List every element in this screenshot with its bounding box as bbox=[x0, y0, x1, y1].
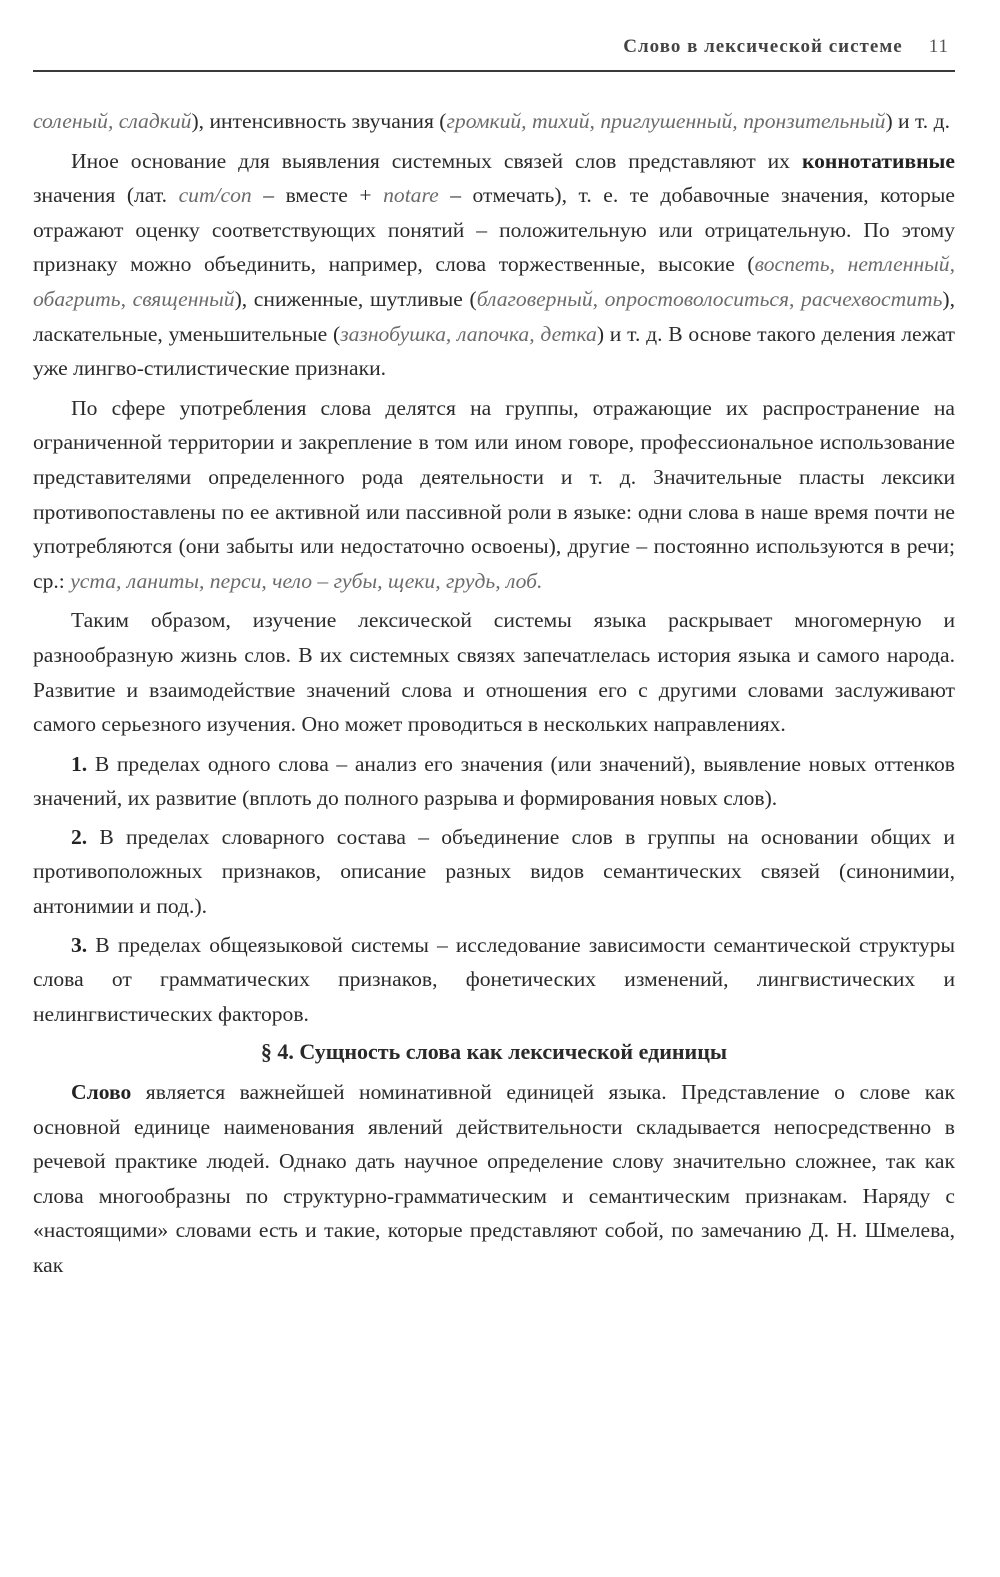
list-item bbox=[33, 928, 955, 1032]
italic-examples: зазнобушка, лапочка, детка bbox=[340, 321, 597, 346]
text-run: Таким образом, изучение лексической системы языка раскрывает многомерную и разнообразную жизнь слов. В их системных связях запечатлелась история языка и самого народа. Развитие и взаимодействие значений слова и отношения его с другими словами заслуживают самого серьезного изучения. Оно может проводиться в нескольких направлениях. bbox=[33, 608, 955, 737]
paragraph-usage-sphere bbox=[33, 391, 955, 599]
list-item-text: В пределах одного слова – анализ его значения (или значений), выявление новых оттенков значений, их развитие (вплоть до полного разрыва и формирования новых слов). bbox=[33, 751, 955, 811]
running-head bbox=[33, 36, 955, 72]
text-run: ) и т. д. В основе такого деления лежат уже лингво-стилистические признаки. bbox=[33, 321, 955, 381]
running-head-title: Слово в лексической системе bbox=[623, 36, 903, 57]
list-item-text: В пределах общеязыковой системы – исследование зависимости семантической структуры слова от грамматических признаков, фонетических изменений, лингвистических и нелингвистических факторов. bbox=[33, 932, 955, 1026]
page-body bbox=[33, 104, 955, 1288]
section-heading: § 4. Сущность слова как лексической единицы bbox=[260, 1039, 728, 1065]
italic-examples: громкий, тихий, приглушенный, пронзительный bbox=[446, 109, 886, 133]
text-run: – отмечать), т. е. те добавочные значения, которые отражают оценку соответствующих понятий – положительную или отрицательную. По этому признаку можно объединить, например, слова торжественные, высокие ( bbox=[33, 183, 955, 277]
list-item-number: 1. bbox=[71, 751, 88, 776]
list-item-number: 3. bbox=[71, 932, 88, 957]
italic-latin: notare bbox=[383, 183, 439, 208]
paragraph-word-definition bbox=[33, 1075, 955, 1283]
paragraph-conclusion bbox=[33, 603, 955, 741]
text-run: ) и т. д. bbox=[885, 109, 950, 133]
italic-examples: уста, ланиты, перси, чело – губы, щеки, грудь, лоб. bbox=[70, 568, 543, 593]
paragraph-continued bbox=[33, 104, 955, 139]
text-run: Иное основание для выявления системных связей слов представляют их bbox=[71, 148, 802, 173]
text-run: является важнейшей номинативной единицей языка. Представление о слове как основной единице наименования явлений действительности складывается непосредственно в речевой практике людей. Однако дать научное определение слову значительно сложнее, так как слова многообразны по структурно-грамматическим и семантическим признакам. Наряду с «настоящими» словами есть и такие, которые представляют собой, по замечанию Д. Н. Шмелева, как bbox=[33, 1080, 955, 1277]
text-run: – вместе + bbox=[251, 183, 384, 208]
text-run: значения (лат. bbox=[33, 183, 179, 208]
paragraph-connotative bbox=[33, 144, 955, 386]
italic-examples: благоверный, опростоволоситься, расчехвостить bbox=[476, 286, 943, 311]
text-run: ), сниженные, шутливые ( bbox=[234, 286, 477, 311]
page-number: 11 bbox=[928, 36, 949, 57]
italic-examples: воспеть, нетленный, обагрить, священный bbox=[33, 252, 955, 311]
book-page bbox=[33, 0, 955, 1577]
text-run: ), интенсивность звучания ( bbox=[191, 109, 447, 133]
bold-term: Слово bbox=[71, 1080, 132, 1105]
italic-examples: соленый, сладкий bbox=[33, 109, 192, 133]
list-item-text: В пределах словарного состава – объединение слов в группы на основании общих и противоположных признаков, описание разных видов семантических связей (синонимии, антонимии и под.). bbox=[33, 824, 955, 919]
bold-term: коннотативные bbox=[801, 148, 955, 173]
text-run: ), ласкательные, уменьшительные ( bbox=[33, 286, 955, 346]
italic-latin: cum/con bbox=[178, 183, 252, 208]
list-item-number: 2. bbox=[71, 824, 88, 849]
list-item bbox=[33, 820, 955, 924]
text-run: По сфере употребления слова делятся на группы, отражающие их распространение на ограниченной территории и закрепление в том или ином говоре, профессиональное использование представителями определенного рода деятельности и т. д. Значительные пласты лексики противопоставлены по ее активной или пассивной роли в языке: одни слова в наше время почти не употребляются (они забыты или недостаточно освоены), другие – постоянно используются в речи; ср.: bbox=[33, 395, 955, 593]
list-item bbox=[33, 747, 955, 816]
